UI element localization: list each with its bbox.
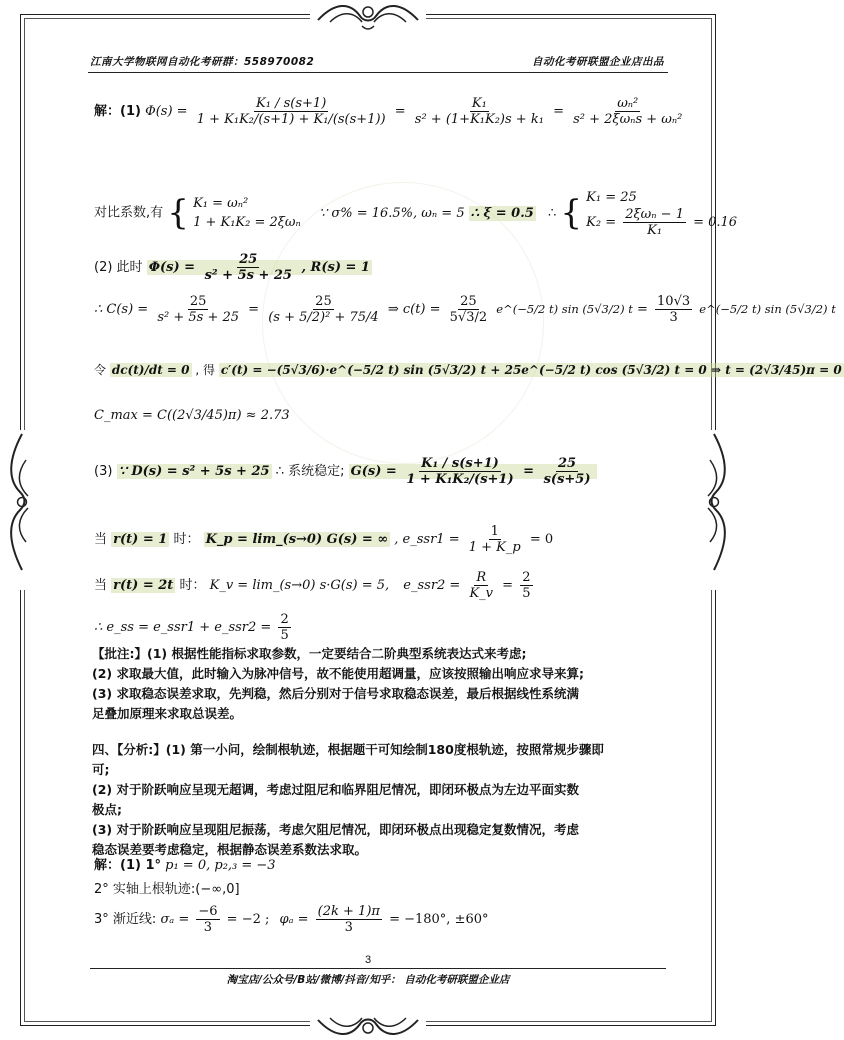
part3-stability: (3) ∵ D(s) = s² + 5s + 25 ∴ 系统稳定; G(s) = $\frac{\text{K₁ / s(s+1)}}{\text{1 + K₁K₂/(s+1)}}$ = $\frac{25}{s(s+5)}$: [94, 456, 597, 487]
analysis-section: 四、【分析:】(1) 第一小问，绘制根轨迹，根据题干可知绘制180度根轨迹，按照常规步骤即 可; (2) 对于阶跃响应呈现无超调，考虑过阻尼和临界阻尼情况，即闭环极点为左边平面实数 极点; (3) 对于阶跃响应呈现阻尼振荡，考虑欠阻尼情况，即闭环极点出现稳定复数情况，考虑 稳态误差要考虑稳定，根据静态误差系数法求取。: [92, 742, 604, 857]
compare-condition: ∵ σ% = 16.5%, ωₙ = 5: [318, 205, 465, 221]
compare-coefficients: 对比系数,有 { K₁ = ωₙ² 1 + K₁K₂ = 2ξωₙ ∵ σ% = 16.5%, ωₙ = 5 ∴ ξ = 0.5 ∴ { K₁ = 25 K₂ = $\frac{\text{2ξωₙ − 1}}{\text{K₁}}$ = 0.16: [94, 190, 738, 238]
page-number: 3: [364, 954, 372, 966]
asymptote-line: 3° 渐近线: σₐ = $\frac{-6}{3}$ = −2 ; φₐ = $\frac{(2k + 1)\pi}{3}$ = −180°, ±60°: [94, 904, 489, 935]
total-error: ∴ e_ss = e_ssr1 + e_ssr2 = $\frac{2}{5}$: [94, 612, 289, 643]
xi-value: ∴ ξ = 0.5: [470, 205, 534, 221]
footer-text: 淘宝店/公众号/B站/微博/抖音/知乎： 自动化考研联盟企业店: [226, 974, 510, 986]
cs-expression: ∴ C(s) = $\frac{25}{\text{s² + 5s + 25}}$ = $\frac{25}{\text{(s + 5/2)² + 75/4}}$ ⇒ c(t) = $\frac{25}{5√3/2}$ e^(−5/2 t) sin (5√3/2) t = $\frac{10√3}{3}$ e^(−5/2 t) sin (5√3/2) t: [94, 294, 836, 325]
compare-eq2: 1 + K₁K₂ = 2ξωₙ: [193, 215, 301, 230]
header-rule: [88, 72, 668, 73]
right-ornament-icon: [702, 430, 728, 590]
solution-1-transfer: 解：(1) Φ(s) = $\frac{\text{K₁ / s(s+1)}}{\text{1 + K₁K₂/(s+1) + K₁/(s(s+1))}}$ = $\frac{\text{K₁}}{\text{s² + (1+K₁K₂)s + k₁}}$ = $\frac{\text{ωₙ²}}{\text{s² + 2ξωₙs + ωₙ²}}$: [94, 96, 683, 127]
phi-standard-fraction: $\frac{\text{ωₙ²}}{\text{s² + 2ξωₙs + ωₙ²}}$: [573, 96, 683, 127]
bottom-ornament-icon: [310, 1008, 426, 1040]
cmax-line: C_max = C((2√3/45)π) ≈ 2.73: [94, 408, 290, 423]
phi-lhs: Φ(s) =: [145, 104, 188, 119]
solution-4-poles: 解：(1) 1° p₁ = 0, p₂,₃ = −3: [94, 858, 276, 873]
compare-eq1: K₁ = ωₙ²: [193, 196, 249, 211]
part2-phi: (2) 此时 Φ(s) = $\frac{25}{\text{s² + 5s + 25}}$ , R(s) = 1: [94, 252, 370, 283]
header-right: 自动化考研联盟企业店出品: [532, 56, 664, 68]
annotation-note: 【批注:】(1) 根据性能指标求取参数，一定要结合二阶典型系统表达式来考虑; (2) 求取最大值，此时输入为脉冲信号，故不能使用超调量，应该按照输出响应求导来算; (3) 求取稳态误差求取，先判稳，然后分别对于信号求取稳态误差，最后根据线性系统满 足叠加原理来求取总误差。: [92, 646, 584, 721]
step-input-error: 当 r(t) = 1 时： K_p = lim_(s→0) G(s) = ∞ , e_ssr1 = $\frac{1}{1 + K\_p}$ = 0: [94, 524, 554, 555]
root-locus-real-axis: 2° 实轴上根轨迹:(−∞,0]: [94, 882, 240, 897]
ramp-input-error: 当 r(t) = 2t 时： K_v = lim_(s→0) s·G(s) = 5, e_ssr2 = $\frac{R}{K\_v}$ = $\frac{2}{5}$: [94, 570, 531, 601]
derivative-line: 令 dc(t)/dt = 0 , 得 c′(t) = −(5√3/6)·e^(−5/2 t) sin (5√3/2) t + 25e^(−5/2 t) cos (5√3/2) t = 0 ⇒ t = (2√3/45)π = 0: [94, 363, 842, 377]
result-k2: K₂ = $\frac{\text{2ξωₙ − 1}}{\text{K₁}}$ = 0.16: [586, 207, 738, 238]
solution-label: 解：(1): [94, 104, 141, 119]
left-ornament-icon: [8, 430, 34, 590]
header-left: 江南大学物联网自动化考研群：558970082: [90, 56, 315, 68]
top-ornament-icon: [310, 0, 426, 34]
phi-big-fraction: $\frac{\text{K₁ / s(s+1)}}{\text{1 + K₁K₂/(s+1) + K₁/(s(s+1))}}$: [196, 96, 386, 127]
phi-mid-fraction: $\frac{\text{K₁}}{\text{s² + (1+K₁K₂)s + k₁}}$: [414, 96, 544, 127]
footer-rule: [90, 968, 666, 969]
result-k1: K₁ = 25: [586, 190, 637, 205]
